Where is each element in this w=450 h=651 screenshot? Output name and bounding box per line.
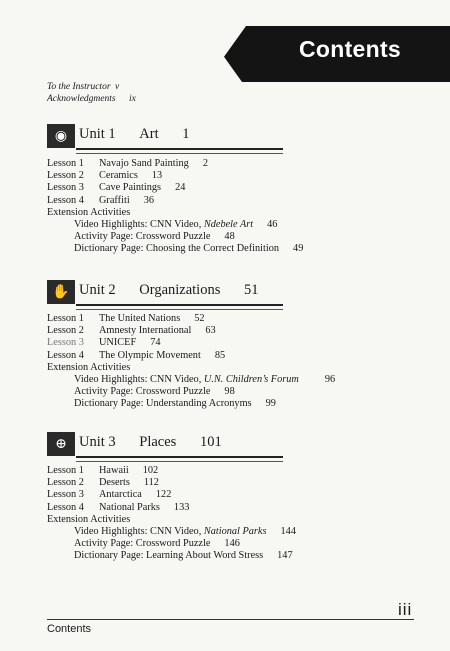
- lesson-page: 63: [205, 325, 216, 337]
- lesson-number: Lesson 2: [47, 325, 84, 337]
- lesson-page: 52: [194, 313, 205, 324]
- lesson-title: The Olympic Movement: [99, 349, 201, 361]
- unit-number: Unit 3: [79, 434, 116, 450]
- extension-italic: Ndebele Art: [203, 218, 254, 230]
- extension-text: Dictionary Page: Learning About Word Stress: [74, 550, 264, 562]
- front-matter-label: To the Instructor: [47, 82, 111, 92]
- unit-page: 51: [243, 282, 259, 298]
- lesson-page: 122: [155, 489, 172, 501]
- lesson-title: Graffiti: [99, 194, 130, 206]
- lesson-title: Amnesty International: [99, 325, 192, 337]
- extension-page: 99: [265, 398, 276, 410]
- extension-page: 144: [280, 525, 296, 537]
- unit-page: 101: [199, 434, 222, 450]
- lesson-page: 36: [143, 194, 154, 206]
- extension-italic: National Parks: [203, 525, 267, 537]
- extension-text: Dictionary Page: Understanding Acronyms: [74, 398, 252, 410]
- lesson-title: Antarctica: [99, 489, 142, 501]
- extension-text: Activity Page: Crossword Puzzle: [74, 231, 211, 243]
- lesson-title: Hawaii: [99, 465, 129, 476]
- extension-page: 98: [224, 386, 235, 398]
- extension-text: Activity Page: Crossword Puzzle: [74, 538, 211, 550]
- extension-page: 48: [224, 231, 235, 243]
- extension-page: 147: [277, 550, 293, 562]
- lesson-page: 112: [143, 477, 159, 489]
- lesson-page: 85: [214, 349, 226, 361]
- unit-3-heading[interactable]: [47, 432, 283, 458]
- lesson-number: Lesson 1: [47, 313, 84, 324]
- footer-rule: [47, 619, 414, 620]
- extension-page: 49: [293, 243, 304, 255]
- unit-number: Unit 2: [79, 282, 116, 298]
- extension-text: Activity Page: Crossword Puzzle: [74, 386, 211, 398]
- lesson-number: Lesson 2: [47, 170, 84, 182]
- lesson-number: Lesson 3: [47, 337, 84, 349]
- lesson-title: The United Nations: [99, 313, 181, 324]
- globe-icon: ⊕: [47, 432, 75, 456]
- front-matter-label: Acknowledgments: [47, 94, 116, 104]
- unit-2-heading[interactable]: [47, 280, 283, 306]
- lesson-number: Lesson 1: [47, 465, 84, 476]
- lesson-number: Lesson 4: [47, 194, 84, 206]
- lesson-page: 102: [142, 465, 159, 476]
- lesson-title: Deserts: [99, 477, 130, 489]
- lesson-page: 24: [175, 182, 186, 194]
- lesson-number: Lesson 3: [47, 489, 84, 501]
- lesson-page: 133: [173, 501, 190, 513]
- unit-1-heading[interactable]: [47, 124, 283, 150]
- extension-text: Video Highlights: CNN Video,: [74, 525, 204, 537]
- lesson-number: Lesson 1: [47, 158, 84, 169]
- extension-page: 96: [324, 373, 336, 385]
- front-matter-page: ix: [129, 94, 136, 104]
- lesson-title: UNICEF: [99, 337, 137, 349]
- unit-number: Unit 1: [79, 126, 116, 142]
- lesson-title: Cave Paintings: [99, 182, 162, 194]
- unit-title: Places: [139, 434, 177, 450]
- extension-text: Video Highlights: CNN Video,: [74, 218, 204, 230]
- extension-italic: U.N. Children’s Forum: [203, 373, 299, 385]
- lesson-number: Lesson 4: [47, 349, 84, 361]
- lesson-page: 2: [202, 158, 208, 169]
- front-matter-instructor[interactable]: [47, 82, 120, 92]
- unit-page: 1: [182, 126, 190, 142]
- lesson-page: 74: [150, 337, 161, 349]
- unit-title: Organizations: [139, 282, 221, 298]
- lesson-page: 13: [151, 170, 163, 182]
- lesson-number: Lesson 2: [47, 477, 84, 489]
- art-icon: ◉: [47, 124, 75, 148]
- unit-title: Art: [139, 126, 159, 142]
- lesson-number: Lesson 4: [47, 501, 84, 513]
- handshake-icon: ✋: [47, 280, 75, 304]
- front-matter-page: v: [115, 82, 120, 92]
- lesson-title: National Parks: [99, 501, 160, 513]
- footer-label: Contents: [47, 623, 92, 635]
- page-title: Contents: [298, 36, 402, 62]
- lesson-title: Navajo Sand Painting: [99, 158, 189, 169]
- front-matter-acknowledgments[interactable]: [47, 94, 136, 104]
- extension-page: 46: [267, 218, 278, 230]
- extension-text: Video Highlights: CNN Video,: [74, 373, 204, 385]
- lesson-number: Lesson 3: [47, 182, 84, 194]
- lesson-title: Ceramics: [99, 170, 138, 182]
- extension-page: 146: [224, 538, 240, 550]
- page-number: iii: [398, 600, 413, 619]
- extension-text: Dictionary Page: Choosing the Correct Definition: [74, 243, 280, 255]
